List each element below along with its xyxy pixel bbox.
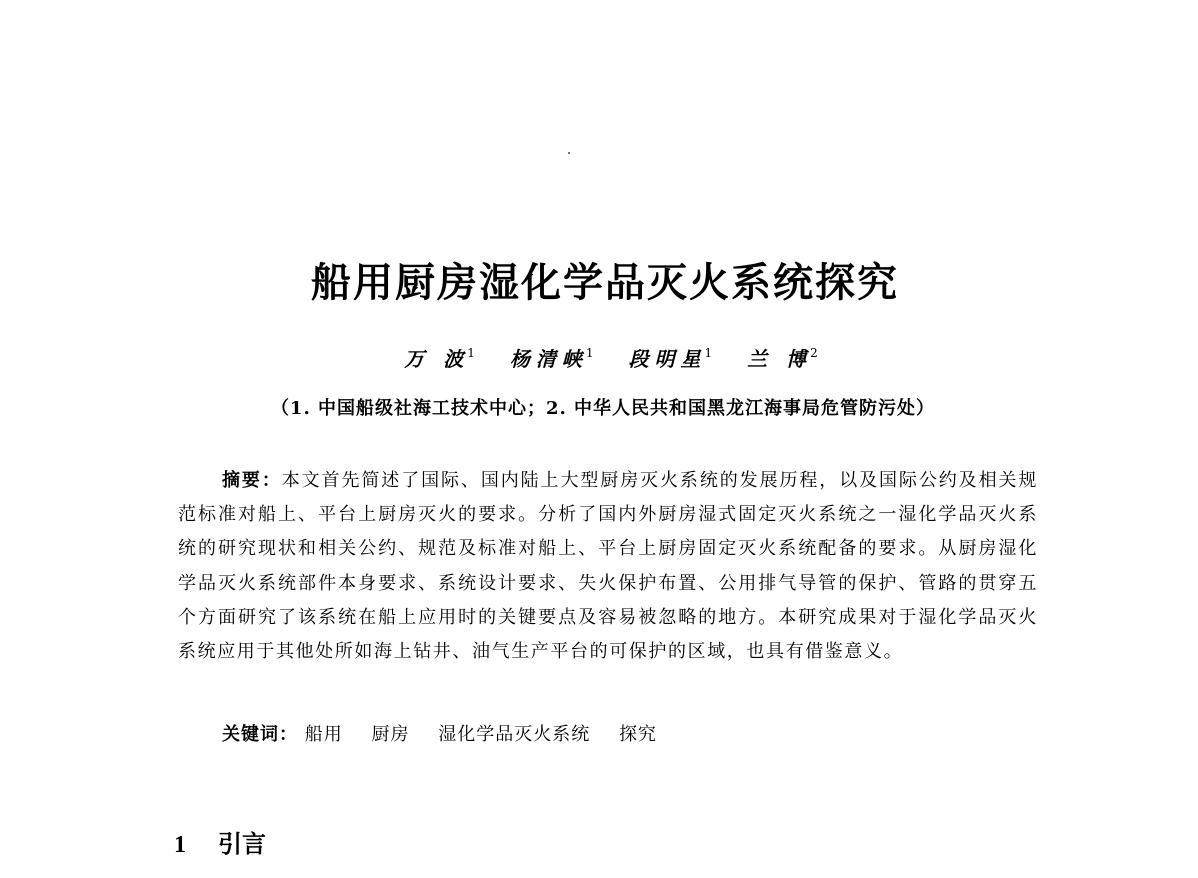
keywords-label: 关键词： — [222, 724, 298, 745]
author-3 — [628, 338, 712, 374]
keyword: 探究 — [618, 724, 657, 745]
author-affil-mark: 1 — [585, 346, 594, 360]
section-number: 1 — [174, 832, 186, 858]
author-list — [0, 338, 1198, 374]
abstract-label: 摘要： — [222, 470, 282, 491]
author-1 — [404, 338, 475, 374]
author-name: 万 波 — [404, 347, 470, 371]
author-affil-mark: 1 — [467, 346, 475, 360]
author-4 — [747, 338, 818, 374]
author-name: 兰 博 — [747, 347, 813, 371]
abstract-text: 本文首先简述了国际、国内陆上大型厨房灭火系统的发展历程，以及国际公约及相关规范标准对船上、平台上厨房灭火的要求。分析了国内外厨房湿式固定灭火系统之一湿化学品灭火系统的研究现状和相关公约、规范及标准对船上、平台上厨房固定灭火系统配备的要求。从厨房湿化学品灭火系统部件本身要求、系统设计要求、失火保护布置、公用排气导管的保护、管路的贯穿五个方面研究了该系统在船上应用时的关键要点及容易被忽略的地方。本研究成果对于湿化学品灭火系统应用于其他处所如海上钻井、油气生产平台的可保护的区域，也具有借鉴意义。 — [178, 470, 1038, 663]
author-name: 段明星 — [628, 347, 707, 371]
author-2 — [510, 338, 594, 374]
affiliation: （1. 中国船级社海工技术中心；2. 中华人民共和国黑龙江海事局危管防污处） — [270, 398, 936, 419]
keyword: 厨房 — [371, 724, 410, 745]
author-name: 杨清峡 — [509, 347, 588, 371]
keyword: 湿化学品灭火系统 — [438, 724, 591, 745]
keywords — [222, 718, 679, 752]
author-affil-mark: 1 — [704, 346, 713, 360]
author-affil-mark: 2 — [810, 346, 818, 360]
section-heading — [174, 824, 266, 865]
paper-title: 船用厨房湿化学品灭火系统探究 — [311, 260, 899, 306]
section-title: 引言 — [218, 829, 266, 858]
abstract — [178, 464, 1038, 669]
keyword: 船用 — [304, 724, 343, 745]
scan-speck — [568, 152, 570, 154]
